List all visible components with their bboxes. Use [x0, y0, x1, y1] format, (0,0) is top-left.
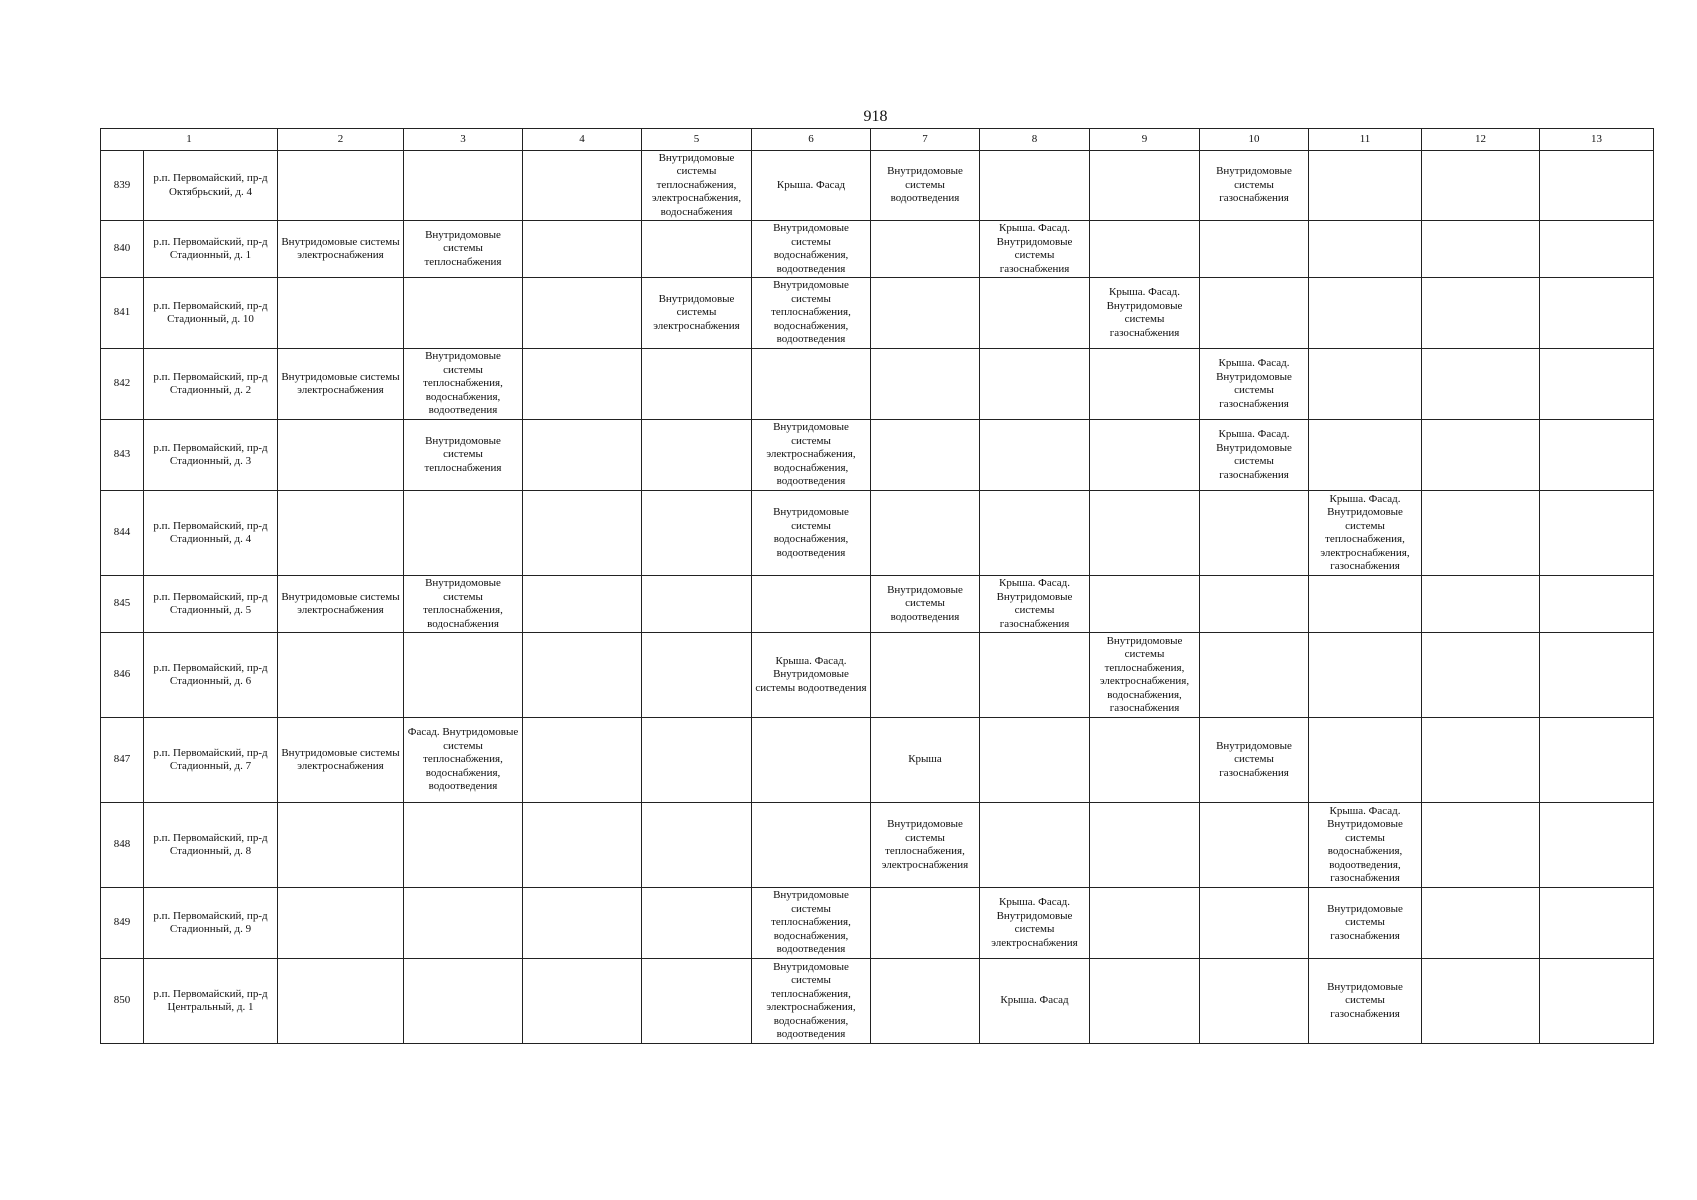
work-cell: [404, 633, 523, 718]
work-cell: [1540, 491, 1654, 576]
work-cell: Внутридомовые системы теплоснабжения, водоснабжения, водоотведения: [752, 278, 871, 349]
work-cell: Крыша: [871, 718, 980, 803]
work-cell: [871, 221, 980, 278]
work-cell: [1090, 803, 1200, 888]
work-cell: Крыша. Фасад. Внутридомовые системы газоснабжения: [980, 221, 1090, 278]
table-row: [101, 221, 1654, 278]
work-cell: [1200, 278, 1309, 349]
work-cell: [1309, 349, 1422, 420]
work-cell: [1540, 633, 1654, 718]
work-cell: [980, 718, 1090, 803]
row-number-cell: 846: [101, 633, 144, 718]
work-cell: [523, 349, 642, 420]
work-cell: [1422, 491, 1540, 576]
work-cell: [523, 151, 642, 221]
table-row: [101, 278, 1654, 349]
header-cell: 7: [871, 129, 980, 151]
work-cell: [523, 491, 642, 576]
work-cell: [278, 633, 404, 718]
row-number-cell: 842: [101, 349, 144, 420]
address-cell: р.п. Первомайский, пр-д Стадионный, д. 4: [144, 491, 278, 576]
work-cell: [1309, 420, 1422, 491]
header-cell: 1: [101, 129, 278, 151]
work-cell: [1309, 576, 1422, 633]
header-cell: 2: [278, 129, 404, 151]
work-cell: [642, 349, 752, 420]
work-cell: [523, 803, 642, 888]
page-number: 918: [863, 108, 888, 125]
work-cell: [1200, 888, 1309, 959]
work-cell: [871, 633, 980, 718]
work-cell: [1200, 803, 1309, 888]
work-cell: [1309, 633, 1422, 718]
work-cell: [1200, 491, 1309, 576]
address-cell: р.п. Первомайский, пр-д Центральный, д. 1: [144, 959, 278, 1044]
address-cell: р.п. Первомайский, пр-д Стадионный, д. 5: [144, 576, 278, 633]
row-number-cell: 839: [101, 151, 144, 221]
address-cell: р.п. Первомайский, пр-д Стадионный, д. 3: [144, 420, 278, 491]
work-cell: [642, 718, 752, 803]
header-cell: 6: [752, 129, 871, 151]
header-cell: 4: [523, 129, 642, 151]
work-cell: [752, 349, 871, 420]
work-cell: [278, 888, 404, 959]
work-cell: Внутридомовые системы электроснабжения: [278, 221, 404, 278]
work-cell: [1540, 718, 1654, 803]
work-cell: Внутридомовые системы электроснабжения: [278, 349, 404, 420]
work-cell: [871, 420, 980, 491]
address-cell: р.п. Первомайский, пр-д Стадионный, д. 2: [144, 349, 278, 420]
work-cell: Внутридомовые системы теплоснабжения, электроснабжения: [871, 803, 980, 888]
work-cell: Крыша. Фасад. Внутридомовые системы газоснабжения: [1200, 420, 1309, 491]
header-cell: 11: [1309, 129, 1422, 151]
table-body: [101, 129, 1654, 1044]
work-cell: [1090, 491, 1200, 576]
work-cell: [1540, 151, 1654, 221]
address-cell: р.п. Первомайский, пр-д Октябрьский, д. 4: [144, 151, 278, 221]
work-cell: [1422, 221, 1540, 278]
work-cell: [1422, 959, 1540, 1044]
work-cell: Крыша. Фасад: [752, 151, 871, 221]
table-row: [101, 576, 1654, 633]
work-cell: Крыша. Фасад. Внутридомовые системы теплоснабжения, электроснабжения, газоснабжения: [1309, 491, 1422, 576]
table-row: [101, 151, 1654, 221]
work-cell: Внутридомовые системы водоснабжения, водоотведения: [752, 221, 871, 278]
work-cell: [1422, 633, 1540, 718]
work-cell: [871, 278, 980, 349]
work-cell: Внутридомовые системы теплоснабжения, электроснабжения, водоснабжения, газоснабжения: [1090, 633, 1200, 718]
work-cell: [980, 803, 1090, 888]
work-cell: [1090, 420, 1200, 491]
work-cell: [642, 959, 752, 1044]
work-cell: [523, 221, 642, 278]
work-cell: [1540, 803, 1654, 888]
work-cell: [1422, 718, 1540, 803]
work-cell: Крыша. Фасад. Внутридомовые системы электроснабжения: [980, 888, 1090, 959]
work-cell: [871, 491, 980, 576]
work-cell: [980, 491, 1090, 576]
work-cell: Внутридомовые системы теплоснабжения, электроснабжения, водоснабжения: [642, 151, 752, 221]
work-cell: [523, 278, 642, 349]
work-cell: [1422, 803, 1540, 888]
table-row: [101, 491, 1654, 576]
row-number-cell: 848: [101, 803, 144, 888]
address-cell: р.п. Первомайский, пр-д Стадионный, д. 1: [144, 221, 278, 278]
work-cell: [1200, 576, 1309, 633]
work-cell: [642, 491, 752, 576]
address-cell: р.п. Первомайский, пр-д Стадионный, д. 10: [144, 278, 278, 349]
work-cell: [278, 420, 404, 491]
work-cell: [1309, 718, 1422, 803]
row-number-cell: 845: [101, 576, 144, 633]
work-cell: [642, 576, 752, 633]
work-cell: [1540, 278, 1654, 349]
work-cell: [1090, 718, 1200, 803]
work-cell: [278, 803, 404, 888]
work-cell: Внутридомовые системы водоотведения: [871, 576, 980, 633]
header-cell: 12: [1422, 129, 1540, 151]
work-cell: [752, 718, 871, 803]
header-cell: 10: [1200, 129, 1309, 151]
work-cell: Внутридомовые системы водоотведения: [871, 151, 980, 221]
work-cell: [1540, 576, 1654, 633]
work-cell: [523, 633, 642, 718]
work-cell: [980, 349, 1090, 420]
work-cell: [1090, 151, 1200, 221]
work-cell: [1422, 420, 1540, 491]
table-row: [101, 718, 1654, 803]
work-cell: [871, 959, 980, 1044]
work-cell: [1540, 959, 1654, 1044]
work-cell: [642, 420, 752, 491]
work-cell: Внутридомовые системы теплоснабжения, водоснабжения, водоотведения: [752, 888, 871, 959]
work-cell: [980, 278, 1090, 349]
work-cell: [1090, 959, 1200, 1044]
work-cell: [1422, 278, 1540, 349]
work-cell: Внутридомовые системы газоснабжения: [1200, 718, 1309, 803]
work-cell: Фасад. Внутридомовые системы теплоснабжения, водоснабжения, водоотведения: [404, 718, 523, 803]
work-cell: [1309, 221, 1422, 278]
work-cell: [278, 278, 404, 349]
work-cell: Крыша. Фасад. Внутридомовые системы газоснабжения: [980, 576, 1090, 633]
work-cell: [1540, 888, 1654, 959]
work-cell: [278, 959, 404, 1044]
work-cell: Крыша. Фасад. Внутридомовые системы водоснабжения, водоотведения, газоснабжения: [1309, 803, 1422, 888]
work-cell: [278, 151, 404, 221]
row-number-cell: 840: [101, 221, 144, 278]
address-cell: р.п. Первомайский, пр-д Стадионный, д. 9: [144, 888, 278, 959]
work-cell: Внутридомовые системы газоснабжения: [1309, 959, 1422, 1044]
work-cell: [404, 151, 523, 221]
header-row: [101, 129, 1654, 151]
work-cell: [871, 888, 980, 959]
work-cell: [1422, 888, 1540, 959]
row-number-cell: 844: [101, 491, 144, 576]
works-schedule-table: [100, 128, 1654, 1044]
work-cell: [752, 576, 871, 633]
work-cell: Крыша. Фасад: [980, 959, 1090, 1044]
work-cell: Внутридомовые системы газоснабжения: [1200, 151, 1309, 221]
work-cell: [980, 151, 1090, 221]
header-cell: 3: [404, 129, 523, 151]
header-cell: 5: [642, 129, 752, 151]
header-cell: 13: [1540, 129, 1654, 151]
work-cell: [1200, 633, 1309, 718]
work-cell: [278, 491, 404, 576]
work-cell: [1309, 151, 1422, 221]
row-number-cell: 849: [101, 888, 144, 959]
work-cell: [523, 959, 642, 1044]
work-cell: Внутридомовые системы теплоснабжения, водоснабжения, водоотведения: [404, 349, 523, 420]
row-number-cell: 841: [101, 278, 144, 349]
work-cell: Внутридомовые системы газоснабжения: [1309, 888, 1422, 959]
table-row: [101, 633, 1654, 718]
work-cell: [980, 633, 1090, 718]
row-number-cell: 847: [101, 718, 144, 803]
work-cell: Внутридомовые системы теплоснабжения, электроснабжения, водоснабжения, водоотведения: [752, 959, 871, 1044]
work-cell: [642, 633, 752, 718]
work-cell: [1090, 221, 1200, 278]
table-row: [101, 420, 1654, 491]
work-cell: [404, 959, 523, 1044]
header-cell: 9: [1090, 129, 1200, 151]
table-row: [101, 888, 1654, 959]
row-number-cell: 850: [101, 959, 144, 1044]
work-cell: Внутридомовые системы теплоснабжения, водоснабжения: [404, 576, 523, 633]
work-cell: [523, 718, 642, 803]
work-cell: Крыша. Фасад. Внутридомовые системы газоснабжения: [1090, 278, 1200, 349]
work-cell: [523, 888, 642, 959]
work-cell: Внутридомовые системы электроснабжения, водоснабжения, водоотведения: [752, 420, 871, 491]
work-cell: [1090, 576, 1200, 633]
work-cell: [752, 803, 871, 888]
work-cell: [404, 888, 523, 959]
work-cell: [642, 888, 752, 959]
work-cell: Внутридомовые системы электроснабжения: [278, 718, 404, 803]
work-cell: [1309, 278, 1422, 349]
work-cell: Крыша. Фасад. Внутридомовые системы газоснабжения: [1200, 349, 1309, 420]
work-cell: [1200, 221, 1309, 278]
work-cell: [1090, 888, 1200, 959]
work-cell: [1200, 959, 1309, 1044]
work-cell: Внутридомовые системы электроснабжения: [642, 278, 752, 349]
table-row: [101, 349, 1654, 420]
work-cell: [404, 491, 523, 576]
work-cell: [404, 278, 523, 349]
row-number-cell: 843: [101, 420, 144, 491]
work-cell: [1540, 349, 1654, 420]
work-cell: [642, 221, 752, 278]
work-cell: Крыша. Фасад. Внутридомовые системы водоотведения: [752, 633, 871, 718]
work-cell: [1422, 576, 1540, 633]
address-cell: р.п. Первомайский, пр-д Стадионный, д. 6: [144, 633, 278, 718]
work-cell: [1090, 349, 1200, 420]
table-row: [101, 959, 1654, 1044]
work-cell: [980, 420, 1090, 491]
work-cell: Внутридомовые системы водоснабжения, водоотведения: [752, 491, 871, 576]
work-cell: [1540, 221, 1654, 278]
work-cell: [871, 349, 980, 420]
work-cell: [1422, 151, 1540, 221]
work-cell: [404, 803, 523, 888]
work-cell: [642, 803, 752, 888]
work-cell: [523, 420, 642, 491]
work-cell: [1422, 349, 1540, 420]
work-cell: Внутридомовые системы электроснабжения: [278, 576, 404, 633]
work-cell: Внутридомовые системы теплоснабжения: [404, 420, 523, 491]
work-cell: [1540, 420, 1654, 491]
header-cell: 8: [980, 129, 1090, 151]
work-cell: Внутридомовые системы теплоснабжения: [404, 221, 523, 278]
table-row: [101, 803, 1654, 888]
address-cell: р.п. Первомайский, пр-д Стадионный, д. 7: [144, 718, 278, 803]
work-cell: [523, 576, 642, 633]
address-cell: р.п. Первомайский, пр-д Стадионный, д. 8: [144, 803, 278, 888]
